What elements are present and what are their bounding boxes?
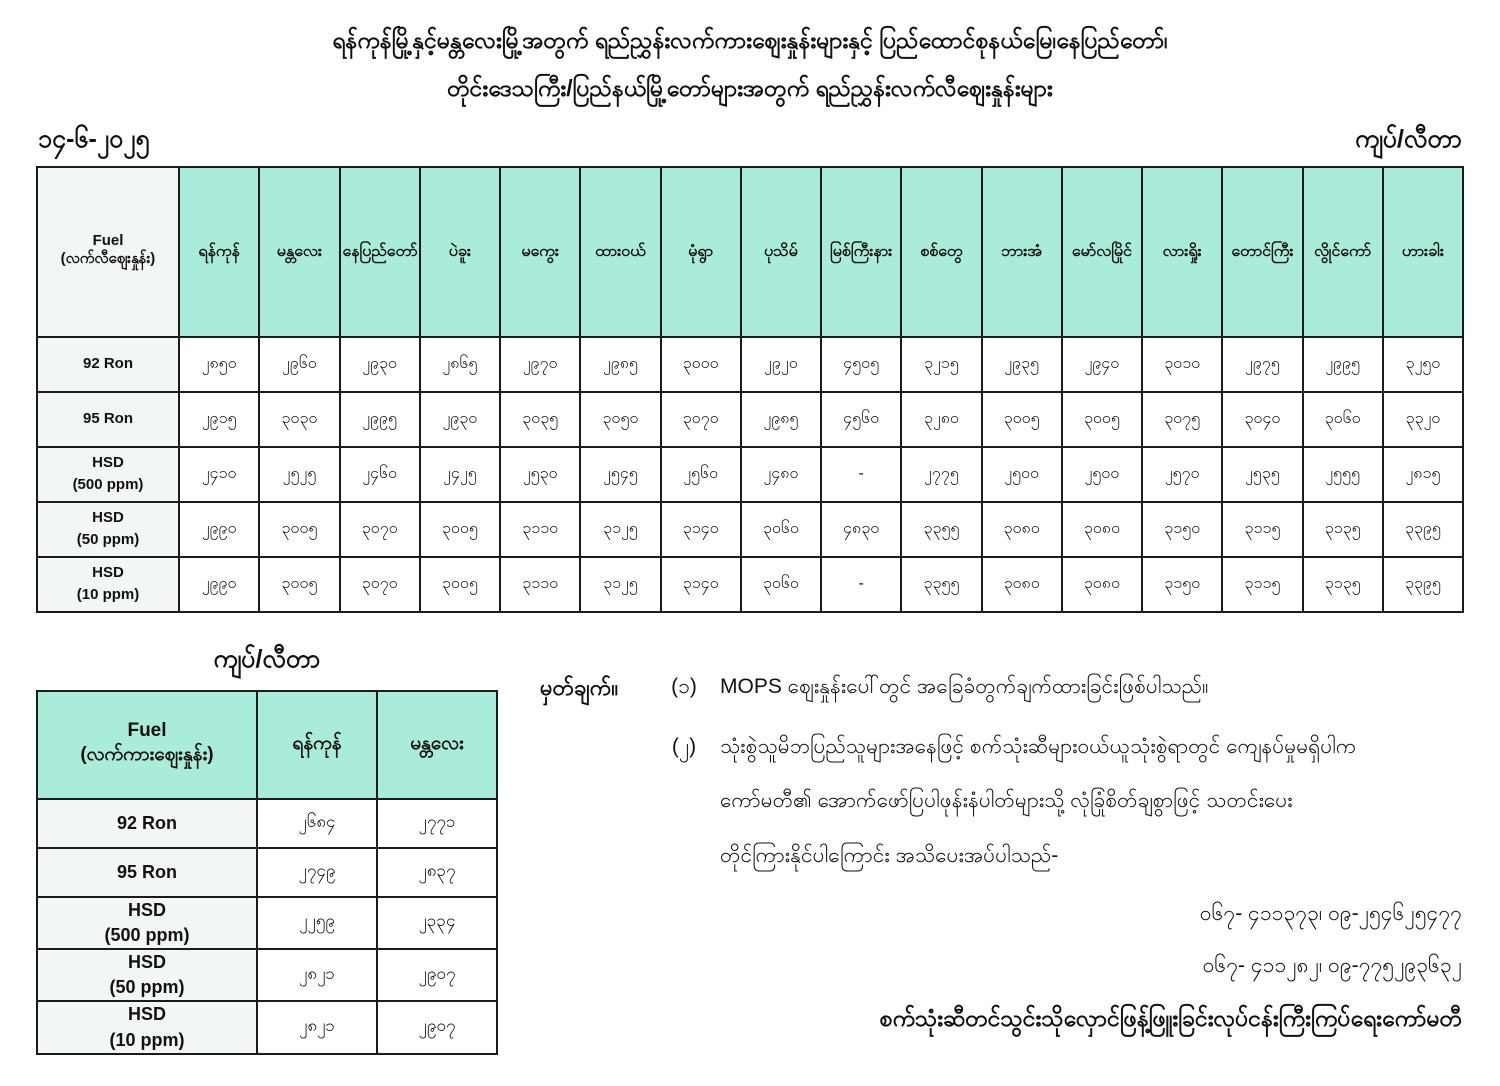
price-cell: ၃၀၀၅ (259, 502, 339, 557)
wholesale-section (36, 639, 498, 1055)
price-cell: ၂၉၄၀ (1062, 337, 1142, 392)
price-cell: ၄၅၆၀ (821, 392, 901, 447)
city-header-cell: ဘားအံ (982, 167, 1062, 337)
phone-line-2: ၀၆၇- ၄၁၁၂၈၂၊ ၀၉-၇၇၅၂၉၃၆၃၂ (1202, 953, 1462, 977)
price-cell: ၂၄၂၅ (420, 447, 500, 502)
city-header-cell: စစ်တွေ (901, 167, 981, 337)
fuel-row-label: HSD (10 ppm) (37, 1001, 257, 1053)
notes-label: မှတ်ချက်။ (540, 674, 619, 700)
price-cell: ၃၀၀၅ (420, 502, 500, 557)
price-cell: ၃၀၆၀ (741, 502, 821, 557)
table-row (37, 557, 1463, 612)
document-title (0, 0, 1500, 113)
price-cell: ၂၉၃၀ (340, 337, 420, 392)
price-cell: ၃၀၈၀ (1062, 557, 1142, 612)
bottom-section (36, 639, 1464, 1055)
price-cell: ၃၁၄၀ (661, 557, 741, 612)
note-2-line-1: သုံးစွဲသူမိဘပြည်သူများအနေဖြင့် စက်သုံးဆီများဝယ်ယူသုံးစွဲရာတွင် ကျေနပ်မှုမရှိပါက (720, 734, 1357, 758)
note-item-1 (540, 671, 1464, 705)
price-cell: ၃၂၈၀ (901, 392, 981, 447)
price-cell: ၃၀၆၀ (741, 557, 821, 612)
price-cell: ၃၀၃၀ (259, 392, 339, 447)
price-cell: ၃၃၉၅ (1383, 557, 1463, 612)
price-cell: ၂၅၀၀ (982, 447, 1062, 502)
price-cell: ၂၄၆၀ (340, 447, 420, 502)
price-cell: ၂၇၇၅ (901, 447, 981, 502)
price-cell: ၃၂၅၀ (1383, 337, 1463, 392)
table-row (37, 897, 497, 949)
city-header-cell: မန္တလေး (259, 167, 339, 337)
price-cell: ၂၉၀၇ (377, 949, 497, 1001)
price-cell: ၃၁၃၅ (1303, 502, 1383, 557)
city-header-cell: နေပြည်တော် (340, 167, 420, 337)
price-cell: ၂၉၁၅ (179, 392, 259, 447)
phone-line-1: ၀၆၇- ၄၁၁၃၇၃၊ ၀၉-၂၅၄၆၂၅၄၇၇ (1199, 902, 1462, 926)
committee-name: စက်သုံးဆီတင်သွင်းသိုလှောင်ဖြန့်ဖြူးခြင်းလုပ်ငန်းကြီးကြပ်ရေးကော်မတီ (879, 1005, 1462, 1032)
price-cell: ၃၁၅၀ (1142, 557, 1222, 612)
price-cell: ၂၉၉၀ (179, 557, 259, 612)
price-cell: ၃၀၇၀ (340, 557, 420, 612)
note-2-text (720, 731, 1464, 873)
price-cell: ၃၀၈၀ (982, 502, 1062, 557)
price-cell: ၃၀၀၀ (661, 337, 741, 392)
price-cell: - (821, 447, 901, 502)
price-cell: ၃၀၀၅ (259, 557, 339, 612)
title-line-2: တိုင်းဒေသကြီး/ပြည်နယ်မြို့တော်များအတွက် ရည်ညွှန်းလက်လီဈေးနှုန်းများ (447, 75, 1053, 102)
price-cell: ၄၈၃၀ (821, 502, 901, 557)
fuel-row-label: HSD (500 ppm) (37, 897, 257, 949)
price-cell: ၂၈၁၅ (1383, 447, 1463, 502)
table-row (37, 502, 1463, 557)
fuel-row-label: HSD (500 ppm) (37, 447, 179, 502)
fuel-row-label: HSD (50 ppm) (37, 502, 179, 557)
city-header-cell: ထားဝယ် (580, 167, 660, 337)
note-2-line-3: တိုင်ကြားနိုင်ပါကြောင်း အသိပေးအပ်ပါသည်- (720, 843, 1059, 867)
price-cell: ၂၅၇၀ (1142, 447, 1222, 502)
city-header-cell: မန္တလေး (377, 691, 497, 799)
report-date: ၁၄-၆-၂၀၂၅ (38, 124, 150, 153)
price-cell: ၂၅၄၅ (580, 447, 660, 502)
table-row (37, 799, 497, 848)
price-cell: ၂၉၇၀ (500, 337, 580, 392)
fuel-header-cell: Fuel (လက်လီဈေးနှုန်း) (37, 167, 179, 337)
price-cell: ၂၅၂၅ (259, 447, 339, 502)
price-cell: ၃၁၁၀ (500, 502, 580, 557)
note-1-line-1: MOPS ဈေးနှုန်းပေါ်တွင် အခြေခံတွက်ချက်ထားခြင်းဖြစ်ပါသည်။ (720, 674, 1209, 698)
price-cell: ၂၅၃၀ (500, 447, 580, 502)
price-cell: ၃၀၀၅ (982, 392, 1062, 447)
price-cell: ၂၈၃၇ (377, 848, 497, 897)
fuel-row-label: 92 Ron (37, 337, 179, 392)
price-cell: ၃၀၈၀ (982, 557, 1062, 612)
price-cell: ၃၀၇၀ (340, 502, 420, 557)
price-cell: ၂၉၇၅ (1222, 337, 1302, 392)
price-cell: ၃၀၄၀ (1222, 392, 1302, 447)
price-cell: ၂၉၉၀ (179, 502, 259, 557)
price-cell: ၂၇၇၁ (377, 799, 497, 848)
price-cell: ၂၉၃၅ (982, 337, 1062, 392)
price-cell: ၂၉၂၀ (741, 337, 821, 392)
price-cell: ၃၀၃၅ (500, 392, 580, 447)
table-row (37, 848, 497, 897)
price-cell: ၂၅၀၀ (1062, 447, 1142, 502)
price-cell: ၃၃၉၅ (1383, 502, 1463, 557)
price-cell: ၂၅၆၀ (661, 447, 741, 502)
notes-label-spacer (540, 731, 648, 873)
table-row (37, 392, 1463, 447)
price-cell: ၃၁၃၅ (1303, 557, 1383, 612)
fuel-row-label: HSD (10 ppm) (37, 557, 179, 612)
price-cell: ၃၂၁၅ (901, 337, 981, 392)
price-cell: ၃၁၁၅ (1222, 502, 1302, 557)
city-header-cell: လားရှိုး (1142, 167, 1222, 337)
price-cell: ၂၉၈၅ (741, 392, 821, 447)
fuel-row-label: 95 Ron (37, 392, 179, 447)
price-cell: ၂၆၈၄ (257, 799, 377, 848)
fuel-header-cell: Fuel (လက်ကားဈေးနှုန်း) (37, 691, 257, 799)
price-cell: ၂၉၀၇ (377, 1001, 497, 1053)
price-cell: ၂၅၃၅ (1222, 447, 1302, 502)
price-cell: ၃၀၇၀ (661, 392, 741, 447)
city-header-cell: မြစ်ကြီးနား (821, 167, 901, 337)
note-item-2 (540, 731, 1464, 873)
contact-phones (540, 898, 1464, 981)
city-header-cell: ပဲခူး (420, 167, 500, 337)
city-header-cell: လွိုင်ကော် (1303, 167, 1383, 337)
wholesale-price-table (36, 690, 498, 1055)
price-cell: ၂၂၅၉ (257, 897, 377, 949)
price-cell: ၄၅၀၅ (821, 337, 901, 392)
price-cell: ၂၅၅၅ (1303, 447, 1383, 502)
price-cell: ၃၃၅၅ (901, 502, 981, 557)
price-cell: ၃၃၅၅ (901, 557, 981, 612)
table-row (37, 337, 1463, 392)
price-cell: ၃၀၇၅ (1142, 392, 1222, 447)
fuel-row-label: 95 Ron (37, 848, 257, 897)
price-cell: ၃၀၀၅ (420, 557, 500, 612)
fuel-row-label: 92 Ron (37, 799, 257, 848)
price-cell: ၃၁၄၀ (661, 502, 741, 557)
price-cell: ၂၉၃၀ (420, 392, 500, 447)
price-cell: ၃၃၂၀ (1383, 392, 1463, 447)
price-cell: - (821, 557, 901, 612)
meta-row (38, 123, 1462, 160)
price-cell: ၂၉၉၅ (1303, 337, 1383, 392)
price-cell: ၂၃၃၄ (377, 897, 497, 949)
price-cell: ၂၈၅၀ (179, 337, 259, 392)
price-cell: ၂၉၉၅ (340, 392, 420, 447)
unit-label-retail: ကျပ်/လီတာ (1355, 124, 1462, 153)
note-1-number: (၁) (671, 674, 697, 698)
price-cell: ၃၀၁၀ (1142, 337, 1222, 392)
price-cell: ၃၀၀၅ (1062, 392, 1142, 447)
price-cell: ၂၉၆၀ (259, 337, 339, 392)
price-cell: ၃၁၂၅ (580, 557, 660, 612)
table-row (37, 1001, 497, 1053)
city-header-cell: ရန်ကုန် (257, 691, 377, 799)
price-cell: ၂၈၆၅ (420, 337, 500, 392)
price-cell: ၃၁၅၀ (1142, 502, 1222, 557)
price-cell: ၂၈၂၁ (257, 949, 377, 1001)
city-header-cell: ရန်ကုန် (179, 167, 259, 337)
retail-price-table (36, 166, 1464, 613)
city-header-cell: မုံရွာ (661, 167, 741, 337)
price-cell: ၂၄၈၀ (741, 447, 821, 502)
unit-label-wholesale: ကျပ်/လီတာ (213, 644, 321, 673)
price-cell: ၃၀၈၀ (1062, 502, 1142, 557)
price-cell: ၃၁၂၅ (580, 502, 660, 557)
price-cell: ၂၉၈၅ (580, 337, 660, 392)
note-2-number: (၂) (671, 734, 697, 758)
price-cell: ၃၀၆၀ (1303, 392, 1383, 447)
price-cell: ၃၁၁၅ (1222, 557, 1302, 612)
note-1-text (720, 671, 1464, 705)
notes-section (498, 639, 1464, 1055)
title-line-1: ရန်ကုန်မြို့နှင့်မန္တလေးမြို့အတွက် ရည်ညွှန်းလက်ကားဈေးနှုန်းများနှင့် ပြည်ထောင်စုနယ်မြေ၊နေပြည်တော်၊ (332, 27, 1168, 53)
table-row (37, 949, 497, 1001)
price-cell: ၂၄၁၀ (179, 447, 259, 502)
price-cell: ၃၁၁၀ (500, 557, 580, 612)
city-header-cell: မော်လမြိုင် (1062, 167, 1142, 337)
fuel-row-label: HSD (50 ppm) (37, 949, 257, 1001)
city-header-cell: ဟားခါး (1383, 167, 1463, 337)
note-2-line-2: ကော်မတီ၏ အောက်ဖော်ပြပါဖုန်းနံပါတ်များသို့ လုံခြုံစိတ်ချစွာဖြင့် သတင်းပေး (720, 789, 1293, 813)
city-header-cell: မကွေး (500, 167, 580, 337)
price-cell: ၂၇၄၉ (257, 848, 377, 897)
table-row (37, 447, 1463, 502)
price-cell: ၂၈၂၁ (257, 1001, 377, 1053)
city-header-cell: တောင်ကြီး (1222, 167, 1302, 337)
price-cell: ၃၀၅၀ (580, 392, 660, 447)
city-header-cell: ပုသိမ် (741, 167, 821, 337)
